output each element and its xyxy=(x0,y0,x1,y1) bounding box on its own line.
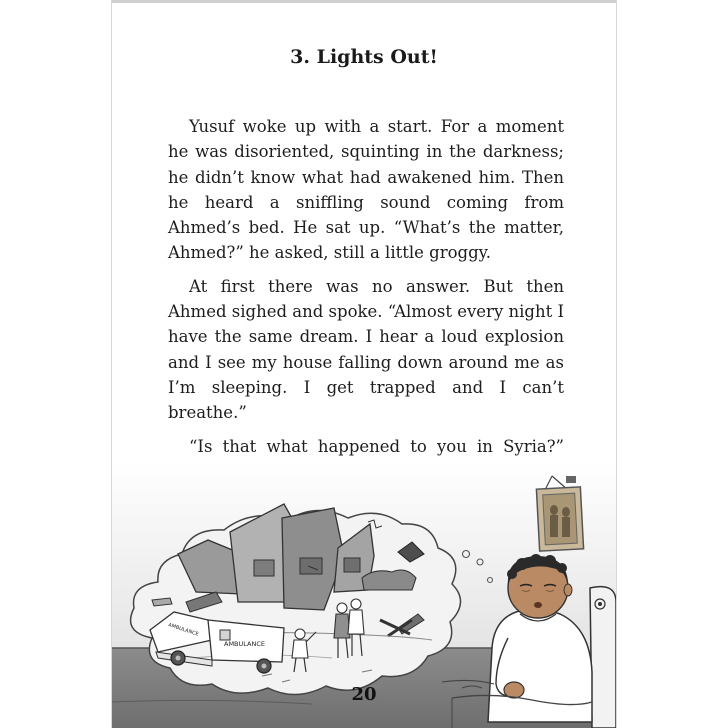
body-text xyxy=(168,114,564,492)
top-rule xyxy=(112,0,616,3)
chapter-title: 3. Lights Out! xyxy=(290,46,438,68)
ambulance-front-label: AMBULANCE xyxy=(167,622,200,638)
ambulance-side-label: AMBULANCE xyxy=(224,640,265,648)
paragraph-1: Yusuf woke up with a start. For a moment he was disoriented, squinting in the darkness; he didn’t know what had awakened him. Then he heard a sniffling sound coming from Ahmed’s bed. He sat up. “What’s the matter, Ahmed?” he asked, still a little groggy. xyxy=(168,117,564,263)
book-page xyxy=(112,0,616,728)
page-number: 20 xyxy=(351,684,377,705)
paragraph-3: “Is that what happened to you in Syria?” xyxy=(189,436,564,456)
paragraph-2: At first there was no answer. But then Ahmed sighed and spoke. “Almost every night I have the same dream. I hear a loud explosion and I see my house falling down around me as I’m sleeping. I get trapped and I can’t breathe.” xyxy=(168,276,564,423)
